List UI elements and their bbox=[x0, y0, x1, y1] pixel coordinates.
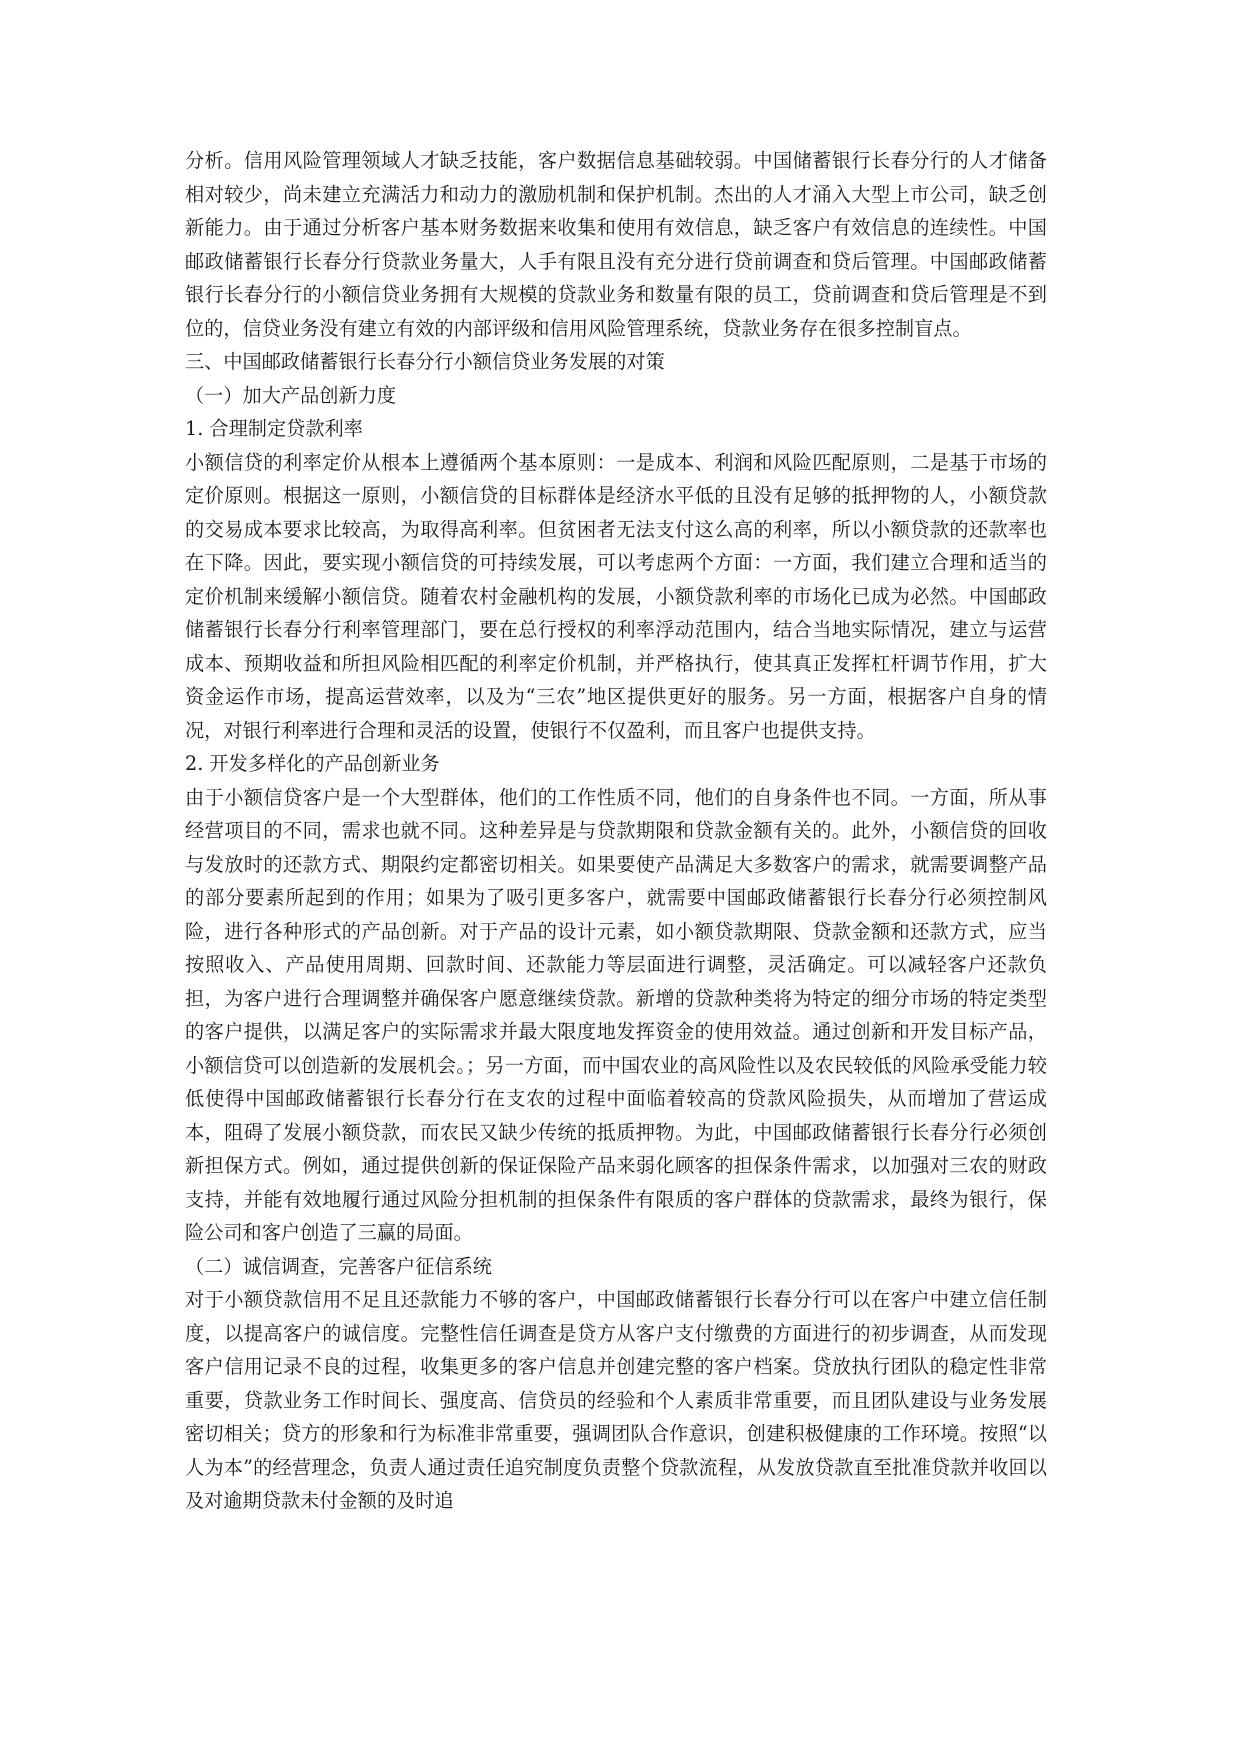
subsection-heading-1: （一）加大产品创新力度 bbox=[185, 383, 397, 407]
section-heading-3: 三、中国邮政储蓄银行长春分行小额信贷业务发展的对策 bbox=[185, 350, 665, 373]
document-page bbox=[185, 144, 1047, 1518]
paragraph-credit-investigation: 对于小额贷款信用不足且还款能力不够的客户，中国邮政储蓄银行长春分行可以在客户中建立信任制度，以提高客户的诚信度。完整性信任调查是贷方从客户支付缴费的方面进行的初步调查，从而发现客户信用记录不良的过程，收集更多的客户信息并创建完整的客户档案。贷放执行团队的稳定性非常重要，贷款业务工作时间长、强度高、信贷员的经验和个人素质非常重要，而且团队建设与业务发展密切相关；贷方的形象和行为标准非常重要，强调团队合作意识，创建积极健康的工作环境。按照“以人为本”的经营理念，负责人通过责任追究制度负责整个贷款流程，从发放贷款直至批准贷款并收回以及对逾期贷款未付金额的及时追 bbox=[185, 1288, 1047, 1512]
item-heading-1: 1. 合理制定贷款利率 bbox=[185, 417, 363, 440]
paragraph-interest-rate: 小额信贷的利率定价从根本上遵循两个基本原则：一是成本、利润和风险匹配原则，二是基于市场的定价原则。根据这一原则，小额信贷的目标群体是经济水平低的且没有足够的抵押物的人，小额贷款的交易成本要求比较高，为取得高利率。但贫困者无法支付这么高的利率，所以小额贷款的还款率也在下降。因此，要实现小额信贷的可持续发展，可以考虑两个方面：一方面，我们建立合理和适当的定价机制来缓解小额信贷。随着农村金融机构的发展，小额贷款利率的市场化已成为必然。中国邮政储蓄银行长春分行利率管理部门，要在总行授权的利率浮动范围内，结合当地实际情况，建立与运营成本、预期收益和所担风险相匹配的利率定价机制，并严格执行，使其真正发挥杠杆调节作用，扩大资金运作市场，提高运营效率，以及为“三农”地区提供更好的服务。另一方面，根据客户自身的情况，对银行利率进行合理和灵活的设置，使银行不仅盈利，而且客户也提供支持。 bbox=[185, 450, 1047, 742]
paragraph-product-innovation: 由于小额信贷客户是一个大型群体，他们的工作性质不同，他们的自身条件也不同。一方面，所从事经营项目的不同，需求也就不同。这种差异是与贷款期限和贷款金额有关的。此外，小额信贷的回收与发放时的还款方式、期限约定都密切相关。如果要使产品满足大多数客户的需求，就需要调整产品的部分要素所起到的作用；如果为了吸引更多客户，就需要中国邮政储蓄银行长春分行必须控制风险，进行各种形式的产品创新。对于产品的设计元素，如小额贷款期限、贷款金额和还款方式，应当按照收入、产品使用周期、回款时间、还款能力等层面进行调整，灵活确定。可以减轻客户还款负担，为客户进行合理调整并确保客户愿意继续贷款。新增的贷款种类将为特定的细分市场的特定类型的客户提供，以满足客户的实际需求并最大限度地发挥资金的使用效益。通过创新和开发目标产品，小额信贷可以创造新的发展机会。；另一方面，而中国农业的高风险性以及农民较低的风险承受能力较低使得中国邮政储蓄银行长春分行在支农的过程中面临着较高的贷款风险损失，从而增加了营运成本，阻碍了发展小额贷款，而农民又缺少传统的抵质押物。为此，中国邮政储蓄银行长春分行必须创新担保方式。例如，通过提供创新的保证保险产品来弱化顾客的担保条件需求，以加强对三农的财政支持，并能有效地履行通过风险分担机制的担保条件有限质的客户群体的贷款需求，最终为银行，保险公司和客户创造了三赢的局面。 bbox=[185, 785, 1047, 1244]
paragraph-talent-risk: 分析。信用风险管理领域人才缺乏技能，客户数据信息基础较弱。中国储蓄银行长春分行的人才储备相对较少，尚未建立充满活力和动力的激励机制和保护机制。杰出的人才涌入大型上市公司，缺乏创新能力。由于通过分析客户基本财务数据来收集和使用有效信息，缺乏客户有效信息的连续性。中国邮政储蓄银行长春分行贷款业务量大，人手有限且没有充分进行贷前调查和贷后管理。中国邮政储蓄银行长春分行的小额信贷业务拥有大规模的贷款业务和数量有限的员工，贷前调查和贷后管理是不到位的，信贷业务没有建立有效的内部评级和信用风险管理系统，贷款业务存在很多控制盲点。 bbox=[185, 149, 1047, 340]
item-heading-2: 2. 开发多样化的产品创新业务 bbox=[185, 752, 440, 775]
subsection-heading-2: （二）诚信调查，完善客户征信系统 bbox=[185, 1254, 492, 1278]
